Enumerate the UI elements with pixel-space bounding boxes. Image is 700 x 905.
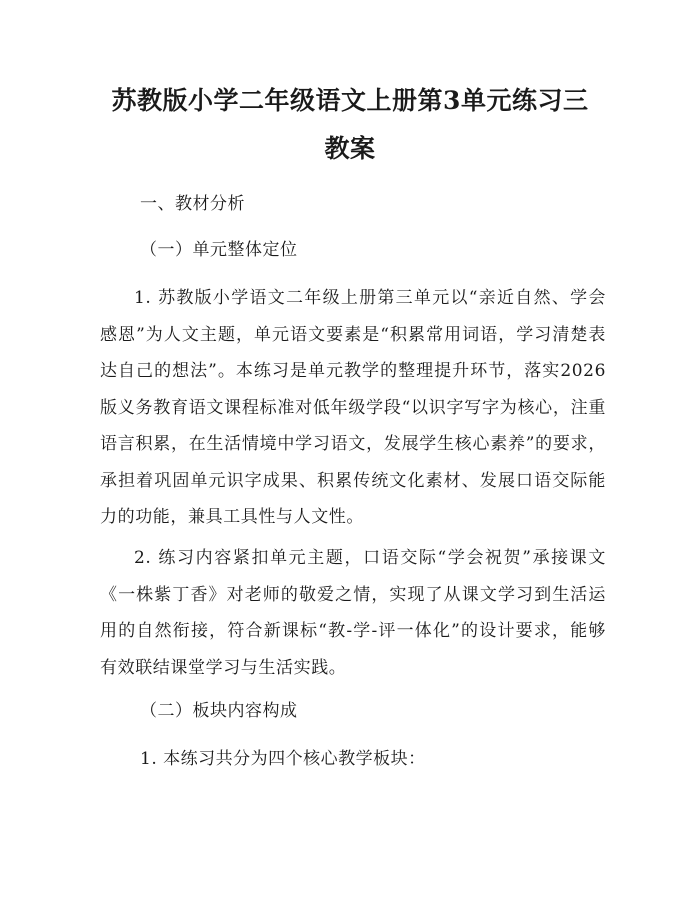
section-heading-teaching-material-analysis: 一、教材分析 <box>140 194 245 214</box>
paragraph-content-composition-1: 1. 本练习共分为四个核心教学板块： <box>140 749 426 769</box>
paragraph-unit-positioning-1: 1. 苏教版小学语文二年级上册第三单元以“亲近自然、学会感恩”为人文主题，单元语文要素是“积累常用词语，学习清楚表达自己的想法”。本练习是单元教学的整理提升环节，落实2026版义务教育语文课程标准对低年级学段“以识字写字为核心，注重语言积累，在生活情境中学习语文，发展学生核心素养”的要求，承担着巩固单元识字成果、积累传统文化素材、发展口语交际能力的功能，兼具工具性与人文性。 <box>100 288 606 527</box>
document-title-line-1: 苏教版小学二年级语文上册第3单元练习三 <box>111 86 589 115</box>
subsection-heading-content-composition: （二）板块内容构成 <box>140 701 298 721</box>
paragraph-unit-positioning-2: 2. 练习内容紧扣单元主题，口语交际“学会祝贺”承接课文《一株紫丁香》对老师的敬爱之情，实现了从课文学习到生活运用的自然衔接，符合新课标“教-学-评一体化”的设计要求，能够有效联结课堂学习与生活实践。 <box>100 548 606 678</box>
document-title-line-2: 教案 <box>324 134 376 163</box>
subsection-heading-unit-positioning: （一）单元整体定位 <box>140 240 298 260</box>
